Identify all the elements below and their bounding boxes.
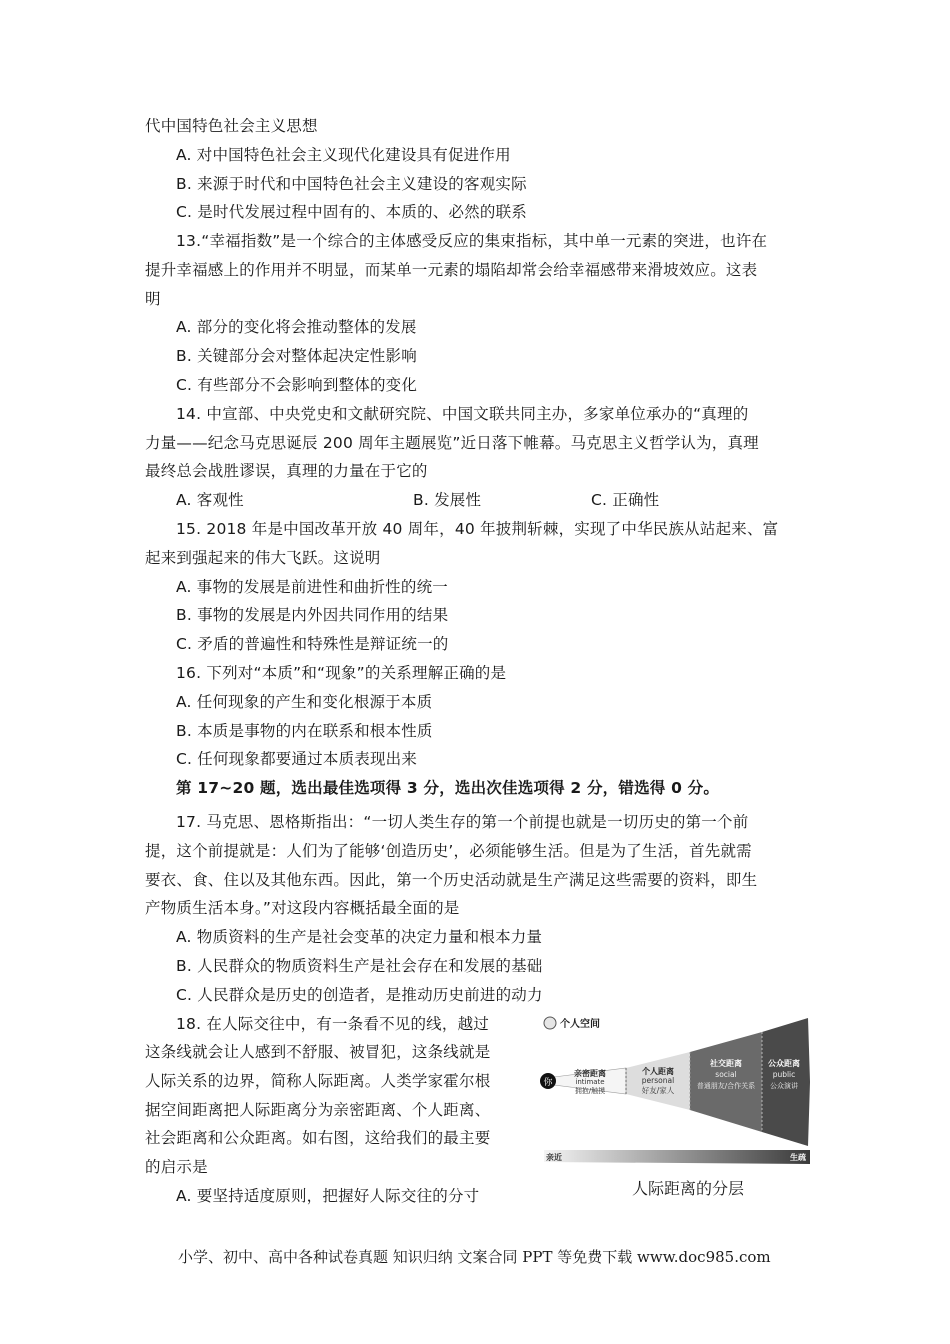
text-line: 社会距离和公众距离。如右图，这给我们的最主要 (145, 1129, 491, 1147)
text-line: 明 (145, 290, 161, 308)
text-line: 人际关系的边界，简称人际距离。人类学家霍尔根 (145, 1072, 491, 1090)
text-line: 最终总会战胜谬误，真理的力量在于它的 (145, 462, 428, 480)
option-b: B. 事物的发展是内外因共同作用的结果 (176, 606, 449, 624)
option-b: B. 来源于时代和中国特色社会主义建设的客观实际 (176, 175, 527, 193)
zone-intimate-en: intimate (575, 1078, 605, 1086)
legend-label: 个人空间 (560, 1019, 600, 1030)
question-15: 15. 2018 年是中国改革开放 40 周年，40 年披荆斩棘，实现了中华民族从站起来、富 (176, 520, 779, 538)
text-line: 产物质生活本身。”对这段内容概括最全面的是 (145, 899, 460, 917)
text-line: 力量——纪念马克思诞辰 200 周年主题展览”近日落下帷幕。马克思主义哲学认为，真理 (145, 434, 759, 452)
zone-personal-cn: 个人距离 (642, 1067, 674, 1076)
section-instruction: 第 17~20 题，选出最佳选项得 3 分，选出次佳选项得 2 分，错选得 0 分。 (176, 779, 720, 797)
option-a: A. 对中国特色社会主义现代化建设具有促进作用 (176, 146, 511, 164)
zone-personal-desc: 好友/家人 (641, 1086, 675, 1095)
text-line: 这条线就会让人感到不舒服、被冒犯，这条线就是 (145, 1043, 491, 1061)
question-17: 17. 马克思、恩格斯指出：“一切人类生存的第一个前提也就是一切历史的第一个前 (176, 813, 749, 831)
zone-intimate-cn: 亲密距离 (574, 1069, 606, 1078)
question-18: 18. 在人际交往中，有一条看不见的线，越过 (176, 1015, 489, 1033)
option-a: A. 部分的变化将会推动整体的发展 (176, 318, 417, 336)
figure-caption: 人际距离的分层 (632, 1179, 745, 1198)
question-14: 14. 中宣部、中央党史和文献研究院、中国文联共同主办，多家单位承办的“真理的 (176, 405, 749, 423)
page-footer: 小学、初中、高中各种试卷真题 知识归纳 文案合同 PPT 等免费下载 www.doc985.com (178, 1248, 771, 1266)
near-label: 亲近 (546, 1153, 562, 1162)
option-b: B. 发展性 (413, 491, 482, 509)
option-c: C. 有些部分不会影响到整体的变化 (176, 376, 418, 394)
option-c: C. 人民群众是历史的创造者，是推动历史前进的动力 (176, 986, 543, 1004)
zone-social-en: social (715, 1070, 737, 1079)
zone-social-desc: 普通朋友/合作关系 (696, 1082, 756, 1090)
text-line: 起来到强起来的伟大飞跃。这说明 (145, 549, 381, 567)
text-line: 的启示是 (145, 1158, 208, 1176)
text-line: 代中国特色社会主义思想 (145, 117, 318, 135)
you-label: 你 (543, 1078, 553, 1088)
text-line: 据空间距离把人际距离分为亲密距离、个人距离、 (145, 1101, 491, 1119)
option-c: C. 矛盾的普遍性和特殊性是辩证统一的 (176, 635, 449, 653)
text-line: 要衣、食、住以及其他东西。因此，第一个历史活动就是生产满足这些需要的资料，即生 (145, 871, 758, 889)
option-a: A. 客观性 (176, 491, 244, 509)
option-b: B. 关键部分会对整体起决定性影响 (176, 347, 417, 365)
question-16: 16. 下列对“本质”和“现象”的关系理解正确的是 (176, 664, 507, 682)
zone-public-en: public (772, 1070, 796, 1079)
option-c: C. 任何现象都要通过本质表现出来 (176, 750, 418, 768)
closeness-bar (544, 1150, 810, 1164)
option-b: B. 本质是事物的内在联系和根本性质 (176, 722, 433, 740)
question-13: 13.“幸福指数”是一个综合的主体感受反应的集束指标，其中单一元素的突进，也许在 (176, 232, 768, 250)
far-label: 生疏 (790, 1153, 806, 1162)
option-a: A. 事物的发展是前进性和曲折性的统一 (176, 578, 448, 596)
option-c: C. 是时代发展过程中固有的、本质的、必然的联系 (176, 203, 527, 221)
option-a: A. 任何现象的产生和变化根源于本质 (176, 693, 433, 711)
text-line: 提升幸福感上的作用并不明显，而某单一元素的塌陷却常会给幸福感带来滑坡效应。这表 (145, 261, 758, 279)
text-line: 提，这个前提就是：人们为了能够‘创造历史’，必须能够生活。但是为了生活，首先就需 (145, 842, 752, 860)
legend-circle-icon (544, 1017, 556, 1029)
distance-figure (538, 1014, 814, 1166)
zone-personal-en: personal (641, 1076, 675, 1085)
option-c: C. 正确性 (591, 491, 660, 509)
option-a: A. 物质资料的生产是社会变革的决定力量和根本力量 (176, 928, 543, 946)
zone-intimate-desc: 拥抱/触摸 (574, 1087, 606, 1095)
zone-social-cn: 社交距离 (710, 1059, 742, 1068)
zone-public-desc: 公众演讲 (770, 1082, 798, 1090)
option-b: B. 人民群众的物质资料生产是社会存在和发展的基础 (176, 957, 543, 975)
zone-public-cn: 公众距离 (768, 1059, 800, 1068)
option-a: A. 要坚持适度原则，把握好人际交往的分寸 (176, 1187, 480, 1205)
